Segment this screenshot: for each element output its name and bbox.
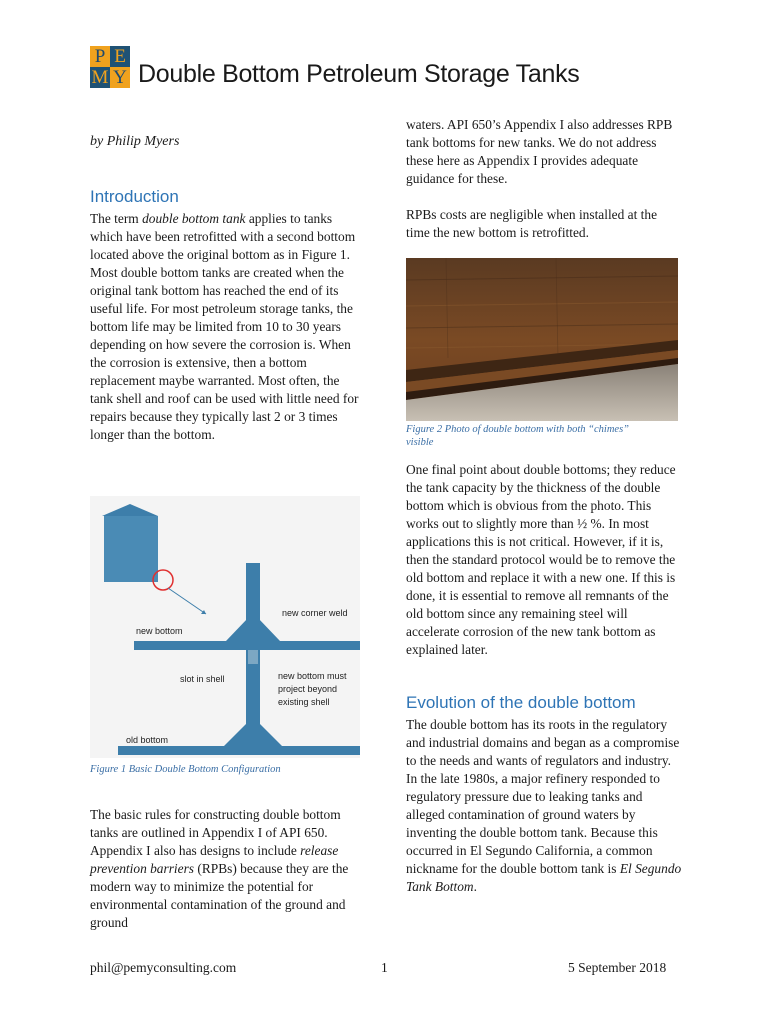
figure-2-caption: Figure 2 Photo of double bottom with both “chimes” visible — [406, 424, 630, 448]
byline: by Philip Myers — [90, 134, 180, 149]
footer-date: 5 September 2018 — [568, 960, 667, 975]
logo-letter-y: Y — [110, 67, 130, 88]
double-bottom-diagram — [90, 496, 360, 758]
figure-2-photo — [406, 258, 678, 421]
slot-in-shell-gap — [248, 650, 258, 664]
footer-page-number: 1 — [381, 960, 388, 975]
label-new-bottom: new bottom — [136, 626, 183, 636]
label-project-line-3: existing shell — [278, 697, 330, 707]
old-bottom-plate — [118, 746, 360, 755]
document-title: Double Bottom Petroleum Storage Tanks — [138, 60, 580, 88]
right-paragraph-1: waters. API 650’s Appendix I also addresses RPB tank bottoms for new tanks. We do not address these here as Appendix I provides adequate guidance for these. — [406, 117, 673, 186]
rules-paragraph: The basic rules for constructing double bottom tanks are outlined in Appendix I of API 650. Appendix I also has designs to include release prevention barriers (RPBs) because they are the modern way to minimize the potential for environmental contamination of the ground and ground — [90, 807, 349, 930]
logo-letter-m: M — [91, 67, 109, 88]
introduction-heading: Introduction — [90, 187, 179, 206]
label-project-line-1: new bottom must — [278, 671, 347, 681]
detail-pointer-line — [168, 588, 206, 614]
logo-letter-e: E — [110, 46, 130, 67]
logo-letter-p: P — [90, 46, 110, 67]
introduction-paragraph: The term double bottom tank applies to tanks which have been retrofitted with a second bottom located above the original bottom as in Figure 1. Most double bottom tanks are created when the original tank bottom has reached the end of its useful life. For most petroleum storage tanks, the bottom life may be limited from 10 to 30 years depending on how severe the corrosion is. When the corrosion is extensive, then a bottom replacement maybe warranted. Most often, the tank shell and roof can be used with little need for repairs because they typically last 2 or 3 times longer than the bottom. — [90, 211, 359, 442]
right-paragraph-3: One final point about double bottoms; they reduce the tank capacity by the thickness of the double bottom which is obvious from the photo. This works out to slightly more than ½ %. In most applications this is not critical. However, if it is, then the standard protocol would be to remove the old bottom and replace it with a new one. If this is done, it is essential to remove all remnants of the old bottom since any remaining steel will accelerate corrosion of the new tank bottom as explained later. — [406, 462, 676, 657]
new-bottom-plate — [134, 641, 360, 650]
figure-1-diagram — [90, 496, 360, 758]
tank-roof — [102, 504, 158, 516]
new-corner-weld — [226, 618, 280, 641]
evolution-paragraph: The double bottom has its roots in the regulatory and industrial domains and began as a compromise to the needs and wants of regulators and industry. In the late 1980s, a major refinery responded to regulatory pressure due to leaking tanks and alleged contamination of ground waters by inventing the double bottom tank. Because this occurred in El Segundo California, a common nickname for the double bottom tank is El Segundo Tank Bottom. — [406, 717, 682, 894]
tank-body — [104, 516, 158, 582]
label-project-line-2: project beyond — [278, 684, 338, 694]
label-new-corner-weld: new corner weld — [282, 608, 348, 618]
figure-1-caption: Figure 1 Basic Double Bottom Configuration — [90, 764, 281, 775]
right-paragraph-2: RPBs costs are negligible when installed at the time the new bottom is retrofitted. — [406, 207, 658, 240]
label-slot-in-shell: slot in shell — [180, 674, 225, 684]
rusty-tank-photo — [406, 258, 678, 421]
evolution-heading: Evolution of the double bottom — [406, 693, 636, 712]
old-corner-weld — [224, 724, 282, 746]
footer-email: phil@pemyconsulting.com — [90, 960, 237, 975]
pemy-logo — [90, 46, 130, 88]
label-old-bottom: old bottom — [126, 735, 169, 745]
